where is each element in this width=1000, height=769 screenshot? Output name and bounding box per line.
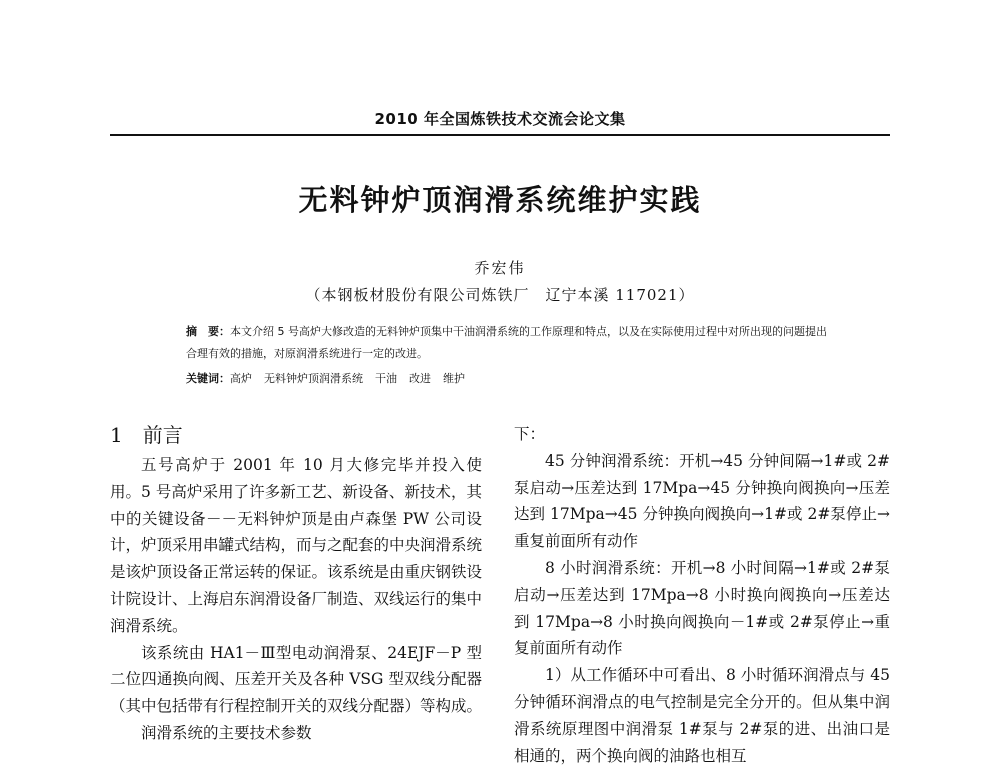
abstract (186, 321, 836, 365)
author-name: 乔宏伟 (474, 259, 526, 277)
paragraph: 45 分钟润滑系统：开机→45 分钟间隔→1#或 2#泵启动→压差达到 17Mpa→45 分钟换向阀换向→压差达到 17Mpa→45 分钟换向阀换向→1#或 2#泵停止→重复前面所有动作 (514, 451, 890, 551)
keyword: 维护 (443, 372, 465, 385)
abstract-text: 本文介绍 5 号高炉大修改造的无料钟炉顶集中干油润滑系统的工作原理和特点，以及在实际使用过程中对所出现的问题提出合理有效的措施，对原润滑系统进行一定的改进。 (186, 325, 827, 360)
keywords-label: 关键词： (186, 372, 230, 385)
section-title: 前言 (142, 423, 183, 447)
abstract-label: 摘 要： (186, 325, 230, 338)
keyword: 干油 (375, 372, 397, 385)
right-column (514, 421, 890, 769)
keyword: 高炉 (230, 372, 252, 385)
section-heading (110, 419, 183, 448)
running-header: 2010 年全国炼铁技术交流会论文集 (374, 110, 626, 128)
keywords (186, 369, 836, 389)
section-number: 1 (110, 423, 123, 447)
header-rule (110, 134, 890, 136)
paper-title: 无料钟炉顶润滑系统维护实践 (298, 183, 702, 217)
author-affiliation: （本钢板材股份有限公司炼铁厂 辽宁本溪 117021） (305, 286, 695, 304)
paragraph: 该系统由 HA1－Ⅲ型电动润滑泵、24EJF－P 型二位四通换向阀、压差开关及各种 VSG 型双线分配器（其中包括带有行程控制开关的双线分配器）等构成。 (110, 643, 483, 716)
paragraph: 下： (514, 425, 546, 443)
paragraph: 1）从工作循环中可看出、8 小时循环润滑点与 45 分钟循环润滑点的电气控制是完全分开的。但从集中润滑系统原理图中润滑泵 1#泵与 2#泵的进、出油口是相通的，两个换向阀的油路也相互 (514, 666, 890, 765)
keyword: 改进 (409, 372, 431, 385)
paragraph: 五号高炉于 2001 年 10 月大修完毕并投入使用。5 号高炉采用了许多新工艺、新设备、新技术，其中的关键设备－－无料钟炉顶是由卢森堡 PW 公司设计，炉顶采用串罐式结构，而与之配套的中央润滑系统是该炉顶设备正常运转的保证。该系统是由重庆钢铁设计院设计、上海启东润滑设备厂制造、双线运行的集中润滑系统。 (110, 456, 483, 635)
paragraph: 8 小时润滑系统：开机→8 小时间隔→1#或 2#泵启动→压差达到 17Mpa→8 小时换向阀换向→压差达到 17Mpa→8 小时换向阀换向－1#或 2#泵停止→重复前面所有动作 (514, 558, 890, 658)
left-column (110, 452, 482, 747)
keyword: 无料钟炉顶润滑系统 (264, 372, 363, 385)
paragraph: 润滑系统的主要技术参数 (141, 723, 312, 742)
